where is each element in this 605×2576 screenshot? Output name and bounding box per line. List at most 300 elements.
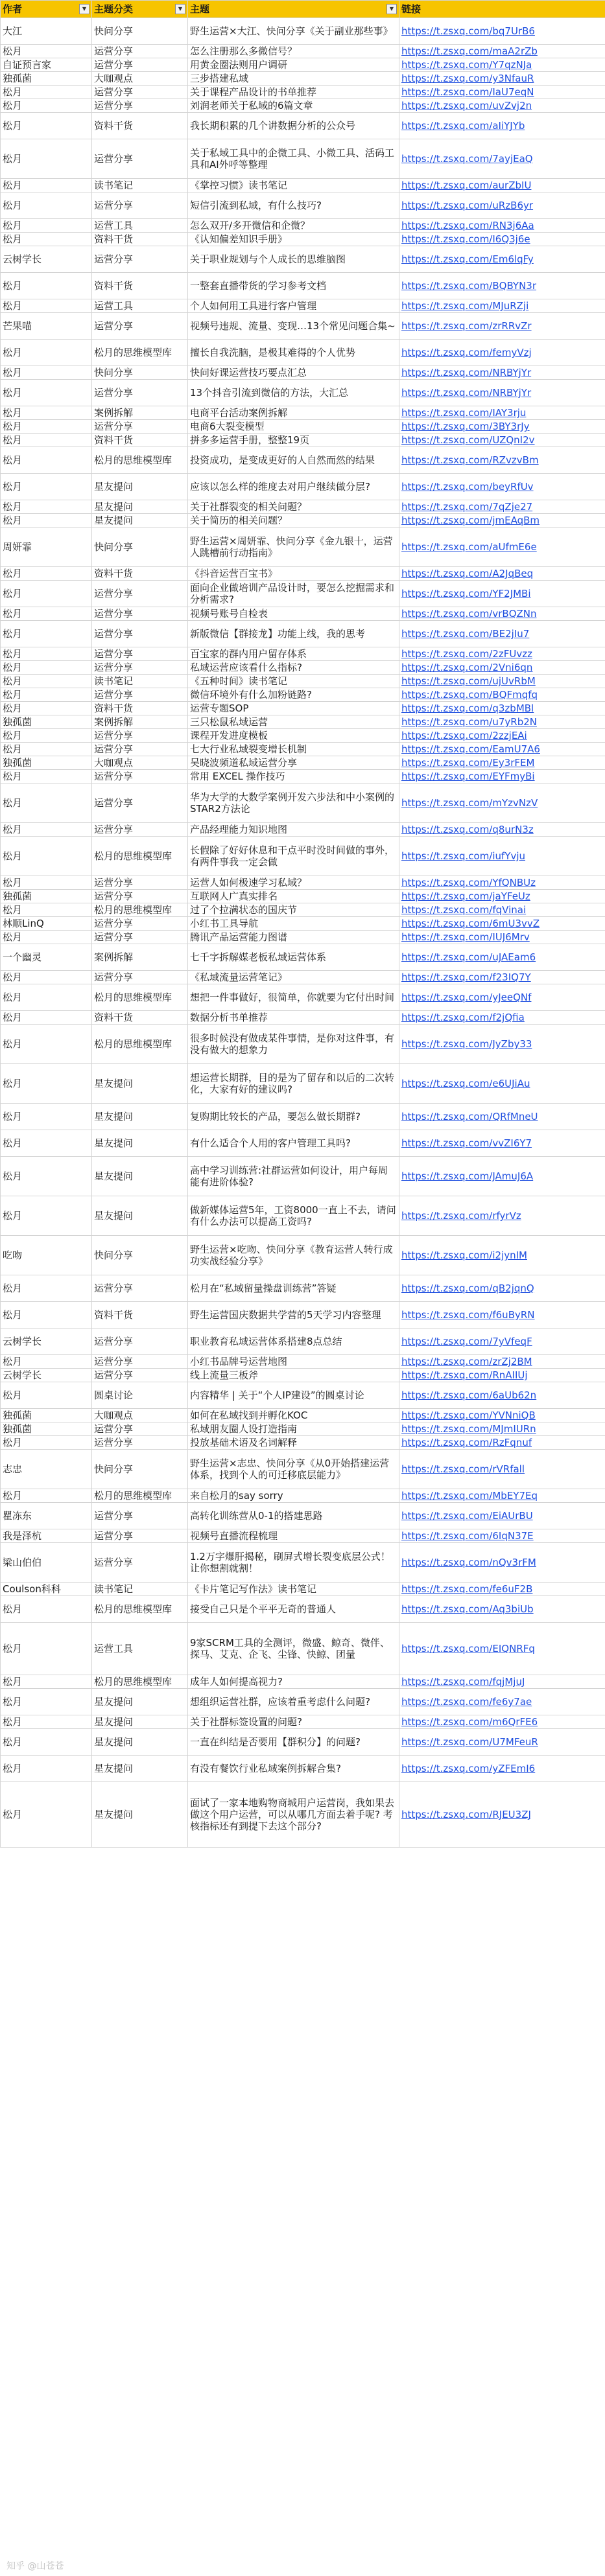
- cell-category: 读书笔记: [92, 1583, 188, 1596]
- cell-topic: 七千字拆解媒老板私域运营体系: [188, 944, 399, 971]
- cell-author: 云树学长: [1, 246, 92, 273]
- header-author[interactable]: 作者 ▼: [1, 1, 92, 18]
- cell-category: 松月的思维模型库: [92, 1596, 188, 1623]
- table-row: [1, 1104, 605, 1130]
- table-row: [1, 729, 605, 743]
- cell-link[interactable]: https://t.zsxq.com/rfyrVz: [399, 1196, 605, 1236]
- cell-link[interactable]: https://t.zsxq.com/YVNniQB: [399, 1409, 605, 1422]
- cell-category: 运营分享: [92, 890, 188, 903]
- header-category[interactable]: 主题分类 ▼: [92, 1, 188, 18]
- cell-topic: 有什么适合个人用的客户管理工具吗?: [188, 1130, 399, 1157]
- cell-topic: 刘润老师关于私域的6篇文章: [188, 99, 399, 113]
- cell-category: 资料干货: [92, 702, 188, 715]
- cell-author: 松月: [1, 903, 92, 917]
- cell-link[interactable]: https://t.zsxq.com/JyZby33: [399, 1025, 605, 1064]
- cell-link[interactable]: https://t.zsxq.com/mYzvNzV: [399, 783, 605, 823]
- table-row: [1, 675, 605, 688]
- cell-author: 松月: [1, 406, 92, 420]
- cell-topic: 线上流量三板斧: [188, 1369, 399, 1382]
- cell-link[interactable]: https://t.zsxq.com/aUfmE6e: [399, 528, 605, 567]
- table-row: [1, 1715, 605, 1729]
- cell-link[interactable]: https://t.zsxq.com/RnAIIUj: [399, 1369, 605, 1382]
- table-row: [1, 1450, 605, 1489]
- cell-link[interactable]: https://t.zsxq.com/U7MFeuR: [399, 1729, 605, 1756]
- cell-link[interactable]: https://t.zsxq.com/m6QrFE6: [399, 1715, 605, 1729]
- table-row: [1, 903, 605, 917]
- table-row: [1, 944, 605, 971]
- cell-author: 云树学长: [1, 1369, 92, 1382]
- table-row: [1, 380, 605, 406]
- cell-link[interactable]: https://t.zsxq.com/6aUb62n: [399, 1382, 605, 1409]
- cell-link[interactable]: https://t.zsxq.com/3BY3rJy: [399, 420, 605, 434]
- table-row: [1, 1782, 605, 1848]
- cell-category: 运营分享: [92, 1329, 188, 1355]
- cell-topic: 野生运营×大江、快问分享《关于副业那些事》: [188, 18, 399, 45]
- cell-link[interactable]: https://t.zsxq.com/u7yRb2N: [399, 715, 605, 729]
- filter-dropdown-icon[interactable]: ▼: [386, 4, 397, 14]
- cell-author: 独孤菌: [1, 715, 92, 729]
- cell-topic: 短信引流到私域，有什么技巧?: [188, 192, 399, 219]
- cell-link[interactable]: https://t.zsxq.com/beyRfUv: [399, 474, 605, 500]
- cell-topic: 做新媒体运营5年，工资8000一直上不去，请问有什么办法可以提高工资吗?: [188, 1196, 399, 1236]
- cell-author: 独孤菌: [1, 72, 92, 86]
- cell-topic: 《私域流量运营笔记》: [188, 971, 399, 984]
- cell-topic: 擅长自我洗脑，是极其难得的个人优势: [188, 340, 399, 366]
- cell-link[interactable]: https://t.zsxq.com/rVRfall: [399, 1450, 605, 1489]
- cell-author: 独孤菌: [1, 1422, 92, 1436]
- cell-topic: 怎么双开/多开微信和企微？: [188, 219, 399, 233]
- cell-topic: 职业教育私域运营体系搭建8点总结: [188, 1329, 399, 1355]
- cell-link[interactable]: https://t.zsxq.com/MJuRZji: [399, 299, 605, 313]
- cell-link[interactable]: https://t.zsxq.com/fqjMjuJ: [399, 1675, 605, 1689]
- cell-topic: 电商平台活动案例拆解: [188, 406, 399, 420]
- cell-link[interactable]: https://t.zsxq.com/femyVzj: [399, 340, 605, 366]
- cell-category: 松月的思维模型库: [92, 1025, 188, 1064]
- table-row: [1, 931, 605, 944]
- cell-link[interactable]: https://t.zsxq.com/NRBYjYr: [399, 380, 605, 406]
- table-row: [1, 447, 605, 474]
- cell-link[interactable]: https://t.zsxq.com/fe6uF2B: [399, 1583, 605, 1596]
- cell-author: 松月: [1, 219, 92, 233]
- cell-topic: 私域运营应该看什么指标?: [188, 661, 399, 675]
- cell-category: 资料干货: [92, 113, 188, 139]
- cell-category: 运营分享: [92, 99, 188, 113]
- cell-author: 梁山伯伯: [1, 1543, 92, 1583]
- cell-link[interactable]: https://t.zsxq.com/2zzjEAi: [399, 729, 605, 743]
- cell-link[interactable]: https://t.zsxq.com/JAmuJ6A: [399, 1157, 605, 1196]
- cell-link[interactable]: https://t.zsxq.com/q3zbMBl: [399, 702, 605, 715]
- cell-author: 松月: [1, 340, 92, 366]
- cell-author: 松月: [1, 729, 92, 743]
- table-row: [1, 58, 605, 72]
- cell-link[interactable]: https://t.zsxq.com/f23IQ7Y: [399, 971, 605, 984]
- cell-link[interactable]: https://t.zsxq.com/vvZI6Y7: [399, 1130, 605, 1157]
- cell-topic: 野生运营×周妍霏、快问分享《金九银十，运营人跳槽前行动指南》: [188, 528, 399, 567]
- cell-category: 松月的思维模型库: [92, 837, 188, 876]
- cell-topic: 三只松鼠私域运营: [188, 715, 399, 729]
- cell-link[interactable]: https://t.zsxq.com/RN3j6Aa: [399, 219, 605, 233]
- cell-author: 松月: [1, 1011, 92, 1025]
- cell-category: 快问分享: [92, 366, 188, 380]
- cell-category: 运营分享: [92, 931, 188, 944]
- cell-topic: 三步搭建私域: [188, 72, 399, 86]
- cell-link[interactable]: https://t.zsxq.com/zrRRvZr: [399, 313, 605, 340]
- table-row: [1, 1689, 605, 1715]
- cell-link[interactable]: https://t.zsxq.com/EYFmyBi: [399, 770, 605, 783]
- cell-link[interactable]: https://t.zsxq.com/EIQNRFq: [399, 1623, 605, 1675]
- cell-topic: 关于课程产品设计的书单推荐: [188, 86, 399, 99]
- cell-author: 松月: [1, 783, 92, 823]
- cell-link[interactable]: https://t.zsxq.com/7qZje27: [399, 500, 605, 514]
- table-row: [1, 890, 605, 903]
- cell-link[interactable]: https://t.zsxq.com/maA2rZb: [399, 45, 605, 58]
- cell-topic: 《五种时间》读书笔记: [188, 675, 399, 688]
- table-row: [1, 1302, 605, 1329]
- cell-topic: 小红书品牌号运营地图: [188, 1355, 399, 1369]
- cell-category: 运营工具: [92, 299, 188, 313]
- cell-topic: 怎么注册那么多微信号？: [188, 45, 399, 58]
- cell-topic: 新版微信【群接龙】功能上线，我的思考: [188, 621, 399, 647]
- cell-author: 松月: [1, 447, 92, 474]
- cell-author: 松月: [1, 299, 92, 313]
- cell-topic: 《抖音运营百宝书》: [188, 567, 399, 581]
- table-row: [1, 1422, 605, 1436]
- cell-topic: 1.2万字爆肝揭秘，刷屏式增长裂变底层公式！让你想割就割！: [188, 1543, 399, 1583]
- cell-author: 独孤菌: [1, 1409, 92, 1422]
- table-row: [1, 86, 605, 99]
- cell-category: 星友提问: [92, 1130, 188, 1157]
- cell-link[interactable]: https://t.zsxq.com/e6UJiAu: [399, 1064, 605, 1104]
- cell-topic: 来自松月的say sorry: [188, 1489, 399, 1503]
- cell-category: 快问分享: [92, 1450, 188, 1489]
- table-row: [1, 647, 605, 661]
- cell-topic: 关于私域工具中的企微工具、小微工具、活码工具和AI外呼等整理: [188, 139, 399, 179]
- cell-link[interactable]: https://t.zsxq.com/jmEAqBm: [399, 514, 605, 528]
- cell-topic: 视频号账号自检表: [188, 607, 399, 621]
- cell-link[interactable]: https://t.zsxq.com/RZvzvBm: [399, 447, 605, 474]
- cell-author: 松月: [1, 837, 92, 876]
- cell-author: 松月: [1, 1130, 92, 1157]
- table-row: [1, 233, 605, 246]
- cell-link[interactable]: https://t.zsxq.com/RJEU3ZJ: [399, 1782, 605, 1848]
- cell-author: 松月: [1, 45, 92, 58]
- cell-topic: 百宝家的群内用户留存体系: [188, 647, 399, 661]
- cell-link[interactable]: https://t.zsxq.com/vrBQZNn: [399, 607, 605, 621]
- cell-category: 运营分享: [92, 876, 188, 890]
- cell-link[interactable]: https://t.zsxq.com/6IqN37E: [399, 1529, 605, 1543]
- cell-category: 资料干货: [92, 567, 188, 581]
- table-row: [1, 528, 605, 567]
- cell-category: 资料干货: [92, 1302, 188, 1329]
- cell-link[interactable]: https://t.zsxq.com/uRzB6yr: [399, 192, 605, 219]
- cell-topic: 关于社群裂变的相关问题？: [188, 500, 399, 514]
- cell-category: 运营分享: [92, 58, 188, 72]
- cell-category: 运营分享: [92, 420, 188, 434]
- cell-topic: 私域朋友圈人设打造指南: [188, 1422, 399, 1436]
- cell-category: 星友提问: [92, 1157, 188, 1196]
- cell-category: 运营分享: [92, 743, 188, 756]
- cell-author: 松月: [1, 179, 92, 192]
- cell-link[interactable]: https://t.zsxq.com/YfQNBUz: [399, 876, 605, 890]
- cell-category: 案例拆解: [92, 715, 188, 729]
- cell-author: 松月: [1, 139, 92, 179]
- table-row: [1, 299, 605, 313]
- table-row: [1, 984, 605, 1011]
- cell-topic: 面向企业做培训产品设计时，要怎么挖掘需求和分析需求?: [188, 581, 399, 607]
- cell-link[interactable]: https://t.zsxq.com/IAY3rju: [399, 406, 605, 420]
- table-row: [1, 113, 605, 139]
- cell-author: 一个幽灵: [1, 944, 92, 971]
- cell-category: 运营分享: [92, 45, 188, 58]
- cell-author: 松月: [1, 823, 92, 837]
- table-row: [1, 621, 605, 647]
- cell-topic: 视频号违规、流量、变现…13个常见问题合集~: [188, 313, 399, 340]
- table-row: [1, 607, 605, 621]
- cell-link[interactable]: https://t.zsxq.com/nQv3rFM: [399, 1543, 605, 1583]
- cell-author: 松月: [1, 931, 92, 944]
- cell-link[interactable]: https://t.zsxq.com/BQBYN3r: [399, 273, 605, 299]
- cell-topic: 课程开发进度模板: [188, 729, 399, 743]
- cell-link[interactable]: https://t.zsxq.com/jaYFeUz: [399, 890, 605, 903]
- cell-link[interactable]: https://t.zsxq.com/bq7UrB6: [399, 18, 605, 45]
- header-topic[interactable]: 主题 ▼: [188, 1, 399, 18]
- cell-link[interactable]: https://t.zsxq.com/f2jQfia: [399, 1011, 605, 1025]
- cell-category: 松月的思维模型库: [92, 1489, 188, 1503]
- cell-author: 松月: [1, 876, 92, 890]
- cell-author: 吃吻: [1, 1236, 92, 1275]
- cell-category: 运营分享: [92, 1355, 188, 1369]
- cell-link[interactable]: https://t.zsxq.com/A2JqBeq: [399, 567, 605, 581]
- cell-author: 松月: [1, 702, 92, 715]
- table-row: [1, 99, 605, 113]
- cell-link[interactable]: https://t.zsxq.com/ujUvRbM: [399, 675, 605, 688]
- cell-link[interactable]: https://t.zsxq.com/q8urN3z: [399, 823, 605, 837]
- header-link[interactable]: 链接: [399, 1, 605, 18]
- cell-author: 松月: [1, 1302, 92, 1329]
- table-row: [1, 1436, 605, 1450]
- cell-author: 松月: [1, 1782, 92, 1848]
- cell-link[interactable]: https://t.zsxq.com/IUJ6Mrv: [399, 931, 605, 944]
- cell-author: 松月: [1, 273, 92, 299]
- cell-link[interactable]: https://t.zsxq.com/BE2jIu7: [399, 621, 605, 647]
- cell-category: 星友提问: [92, 1689, 188, 1715]
- cell-link[interactable]: https://t.zsxq.com/6mU3vvZ: [399, 917, 605, 931]
- cell-category: 运营工具: [92, 1623, 188, 1675]
- cell-link[interactable]: https://t.zsxq.com/aurZbIU: [399, 179, 605, 192]
- table-row: [1, 500, 605, 514]
- cell-link[interactable]: https://t.zsxq.com/uvZvj2n: [399, 99, 605, 113]
- cell-topic: 视频号直播流程梳理: [188, 1529, 399, 1543]
- cell-link[interactable]: https://t.zsxq.com/yZFEmI6: [399, 1756, 605, 1782]
- cell-link[interactable]: https://t.zsxq.com/YF2JMBi: [399, 581, 605, 607]
- cell-link[interactable]: https://t.zsxq.com/2Vni6qn: [399, 661, 605, 675]
- cell-topic: 野生运营国庆数据共学营的5天学习内容整理: [188, 1302, 399, 1329]
- cell-topic: 想把一件事做好，很简单，你就要为它付出时间: [188, 984, 399, 1011]
- cell-link[interactable]: https://t.zsxq.com/fqVinai: [399, 903, 605, 917]
- cell-topic: 个人如何用工具进行客户管理: [188, 299, 399, 313]
- cell-author: 松月: [1, 621, 92, 647]
- cell-topic: 拼多多运营手册，整整19页: [188, 434, 399, 447]
- cell-topic: 七大行业私域裂变增长机制: [188, 743, 399, 756]
- cell-author: 松月: [1, 1382, 92, 1409]
- table-row: [1, 179, 605, 192]
- table-row: [1, 1369, 605, 1382]
- cell-topic: 野生运营×志忠、快问分享《从0开始搭建运营体系，找到个人的可迁移底层能力》: [188, 1450, 399, 1489]
- cell-category: 运营分享: [92, 647, 188, 661]
- table-row: [1, 1275, 605, 1302]
- cell-author: 松月: [1, 1689, 92, 1715]
- header-row: [1, 1, 605, 18]
- table-row: [1, 661, 605, 675]
- table-row: [1, 715, 605, 729]
- cell-category: 资料干货: [92, 434, 188, 447]
- cell-category: 运营分享: [92, 823, 188, 837]
- cell-link[interactable]: https://t.zsxq.com/Aq3biUb: [399, 1596, 605, 1623]
- cell-category: 读书笔记: [92, 179, 188, 192]
- cell-author: 松月: [1, 675, 92, 688]
- cell-link[interactable]: https://t.zsxq.com/i2jynIM: [399, 1236, 605, 1275]
- cell-author: 松月: [1, 420, 92, 434]
- cell-link[interactable]: https://t.zsxq.com/Em6lqFy: [399, 246, 605, 273]
- cell-link[interactable]: https://t.zsxq.com/Ey3rFEM: [399, 756, 605, 770]
- cell-link[interactable]: https://t.zsxq.com/yJeeQNf: [399, 984, 605, 1011]
- cell-author: 松月: [1, 688, 92, 702]
- table-row: [1, 823, 605, 837]
- cell-link[interactable]: https://t.zsxq.com/EamU7A6: [399, 743, 605, 756]
- cell-author: 松月: [1, 99, 92, 113]
- cell-author: 松月: [1, 1623, 92, 1675]
- cell-author: 松月: [1, 380, 92, 406]
- cell-author: 松月: [1, 984, 92, 1011]
- cell-link[interactable]: https://t.zsxq.com/aIiYJYb: [399, 113, 605, 139]
- table-row: [1, 45, 605, 58]
- cell-link[interactable]: https://t.zsxq.com/uJAEam6: [399, 944, 605, 971]
- table-row: [1, 770, 605, 783]
- cell-topic: 面试了一家本地购物商城用户运营岗，我如果去做这个用户运营，可以从哪几方面去着手呢? 考核指标还有到提下去这个部分?: [188, 1782, 399, 1848]
- cell-link[interactable]: https://t.zsxq.com/qB2jqnQ: [399, 1275, 605, 1302]
- cell-link[interactable]: https://t.zsxq.com/QRfMneU: [399, 1104, 605, 1130]
- cell-link[interactable]: https://t.zsxq.com/iufYvju: [399, 837, 605, 876]
- table-row: [1, 971, 605, 984]
- cell-category: 读书笔记: [92, 675, 188, 688]
- cell-link[interactable]: https://t.zsxq.com/NRBYjYr: [399, 366, 605, 380]
- cell-category: 运营分享: [92, 1436, 188, 1450]
- table-row: [1, 1756, 605, 1782]
- cell-topic: 吴晓波频道私域运营分享: [188, 756, 399, 770]
- cell-category: 运营分享: [92, 1369, 188, 1382]
- cell-author: 松月: [1, 500, 92, 514]
- cell-link[interactable]: https://t.zsxq.com/RzFqnuf: [399, 1436, 605, 1450]
- cell-link[interactable]: https://t.zsxq.com/f6uByRN: [399, 1302, 605, 1329]
- cell-topic: 关于简历的相关问题？: [188, 514, 399, 528]
- cell-link[interactable]: https://t.zsxq.com/MJmIURn: [399, 1422, 605, 1436]
- filter-dropdown-icon[interactable]: ▼: [79, 4, 89, 14]
- cell-link[interactable]: https://t.zsxq.com/7ayjEaQ: [399, 139, 605, 179]
- cell-topic: 松月在“私域留量操盘训练营”答疑: [188, 1275, 399, 1302]
- cell-link[interactable]: https://t.zsxq.com/I6Q3j6e: [399, 233, 605, 246]
- cell-topic: 数据分析书单推荐: [188, 1011, 399, 1025]
- cell-category: 运营分享: [92, 581, 188, 607]
- cell-category: 松月的思维模型库: [92, 1675, 188, 1689]
- cell-category: 运营分享: [92, 783, 188, 823]
- table-row: [1, 1196, 605, 1236]
- table-row: [1, 219, 605, 233]
- cell-link[interactable]: https://t.zsxq.com/IaU7eqN: [399, 86, 605, 99]
- cell-category: 资料干货: [92, 1011, 188, 1025]
- cell-author: 松月: [1, 743, 92, 756]
- cell-author: 松月: [1, 1675, 92, 1689]
- cell-author: 松月: [1, 1729, 92, 1756]
- cell-category: 大咖观点: [92, 72, 188, 86]
- cell-link[interactable]: https://t.zsxq.com/UZQnI2v: [399, 434, 605, 447]
- table-row: [1, 1011, 605, 1025]
- table-row: [1, 340, 605, 366]
- table-row: [1, 474, 605, 500]
- cell-author: 松月: [1, 1715, 92, 1729]
- cell-link[interactable]: https://t.zsxq.com/MbEY7Eq: [399, 1489, 605, 1503]
- cell-topic: 野生运营×吃吻、快问分享《教育运营人转行成功实战经验分享》: [188, 1236, 399, 1275]
- cell-author: 松月: [1, 192, 92, 219]
- cell-link[interactable]: https://t.zsxq.com/2zFUvzz: [399, 647, 605, 661]
- table-row: [1, 1583, 605, 1596]
- cell-author: 松月: [1, 770, 92, 783]
- cell-category: 星友提问: [92, 1196, 188, 1236]
- table-row: [1, 743, 605, 756]
- table-row: [1, 1543, 605, 1583]
- cell-author: 松月: [1, 474, 92, 500]
- cell-topic: 电商6大裂变模型: [188, 420, 399, 434]
- cell-category: 运营分享: [92, 313, 188, 340]
- cell-topic: 很多时候没有做成某件事情，是你对这件事，有没有做大的想象力: [188, 1025, 399, 1064]
- cell-category: 案例拆解: [92, 944, 188, 971]
- table-row: [1, 1529, 605, 1543]
- cell-category: 快问分享: [92, 528, 188, 567]
- cell-link[interactable]: https://t.zsxq.com/EiAUrBU: [399, 1503, 605, 1529]
- table-row: [1, 1489, 605, 1503]
- cell-category: 运营分享: [92, 1543, 188, 1583]
- table-row: [1, 876, 605, 890]
- cell-category: 运营分享: [92, 661, 188, 675]
- table-row: [1, 1064, 605, 1104]
- cell-category: 运营分享: [92, 607, 188, 621]
- cell-topic: 过了个拉满状态的国庆节: [188, 903, 399, 917]
- cell-link[interactable]: https://t.zsxq.com/7yVfeqF: [399, 1329, 605, 1355]
- cell-link[interactable]: https://t.zsxq.com/Y7qzNJa: [399, 58, 605, 72]
- cell-topic: 应该以怎么样的维度去对用户继续做分层?: [188, 474, 399, 500]
- table-row: [1, 420, 605, 434]
- cell-link[interactable]: https://t.zsxq.com/BQFmqfq: [399, 688, 605, 702]
- table-row: [1, 1025, 605, 1064]
- table-row: [1, 1236, 605, 1275]
- table-row: [1, 139, 605, 179]
- cell-link[interactable]: https://t.zsxq.com/zrZj2BM: [399, 1355, 605, 1369]
- cell-author: 松月: [1, 1489, 92, 1503]
- cell-link[interactable]: https://t.zsxq.com/fe6y7ae: [399, 1689, 605, 1715]
- cell-topic: 用黄金圈法则用户调研: [188, 58, 399, 72]
- cell-link[interactable]: https://t.zsxq.com/y3NfauR: [399, 72, 605, 86]
- cell-category: 运营分享: [92, 246, 188, 273]
- filter-dropdown-icon[interactable]: ▼: [175, 4, 185, 14]
- cell-topic: 长假除了好好休息和干点平时没时间做的事外，有两件事我一定会做: [188, 837, 399, 876]
- cell-topic: 互联网人广真实排名: [188, 890, 399, 903]
- cell-category: 星友提问: [92, 1756, 188, 1782]
- cell-topic: 产品经理能力知识地图: [188, 823, 399, 837]
- cell-category: 星友提问: [92, 1782, 188, 1848]
- cell-category: 运营分享: [92, 1529, 188, 1543]
- cell-author: 松月: [1, 1436, 92, 1450]
- cell-topic: 有没有餐饮行业私域案例拆解合集?: [188, 1756, 399, 1782]
- cell-author: 周妍霏: [1, 528, 92, 567]
